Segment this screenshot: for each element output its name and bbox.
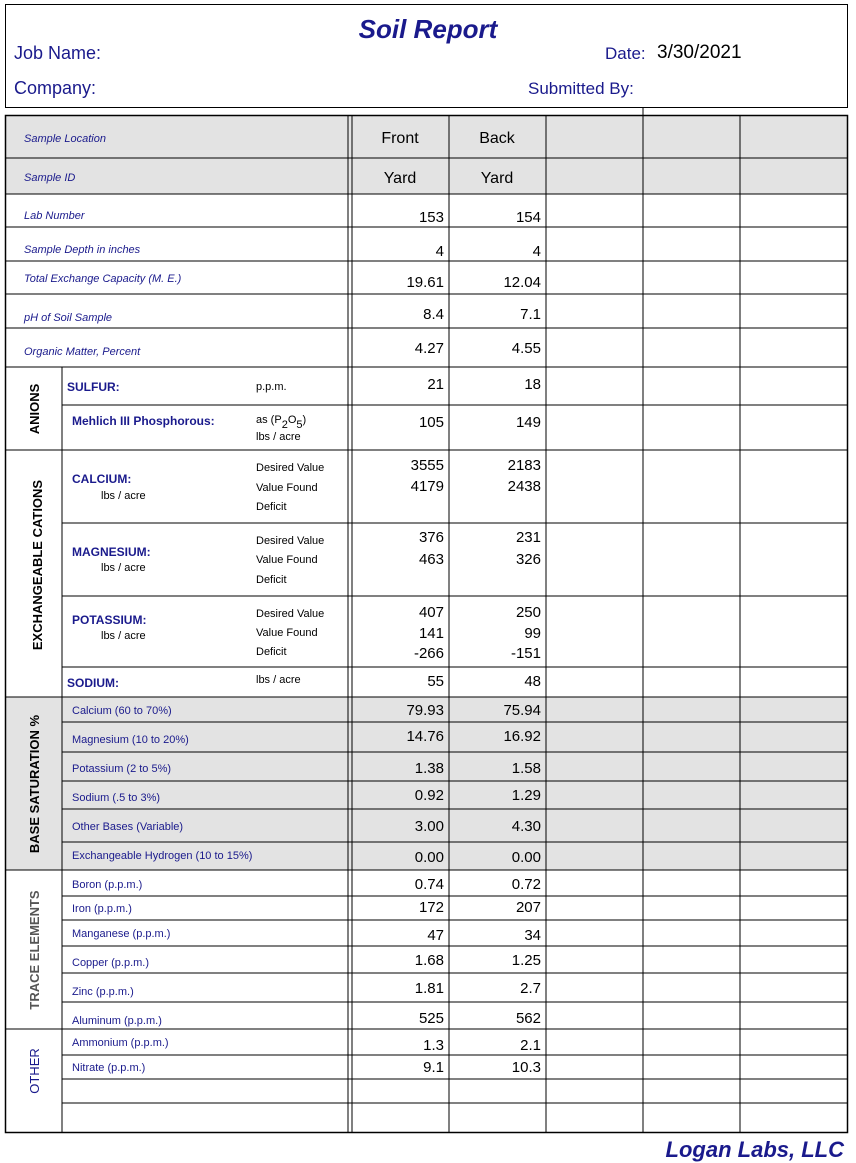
- calcium-label: CALCIUM:: [72, 472, 132, 486]
- trace-label: Copper (p.p.m.): [72, 957, 150, 969]
- calcium-deficit-label: Deficit: [256, 501, 287, 513]
- trace-v1: 172: [418, 899, 444, 916]
- organic-label: Organic Matter, Percent: [24, 346, 141, 358]
- calcium-found-v2: 2438: [507, 478, 541, 495]
- other-v1: 1.3: [423, 1037, 444, 1054]
- trace-label: Aluminum (p.p.m.): [72, 1015, 162, 1027]
- trace-v2: 562: [515, 1010, 541, 1027]
- job-name-label: Job Name:: [14, 43, 102, 63]
- col2-header-line1: Back: [479, 130, 515, 147]
- base-saturation-section-label: BASE SATURATION %: [27, 714, 42, 854]
- trace-v1: 1.68: [414, 952, 444, 969]
- base-sat-label: Potassium (2 to 5%): [72, 763, 172, 775]
- lab-number-v1: 153: [418, 209, 444, 226]
- base-sat-label: Calcium (60 to 70%): [72, 705, 172, 717]
- trace-label: Zinc (p.p.m.): [72, 986, 134, 998]
- base-sat-v1: 79.93: [406, 702, 444, 719]
- calcium-found-v1: 4179: [410, 478, 444, 495]
- sodium-unit: lbs / acre: [256, 674, 301, 686]
- trace-v2: 0.72: [511, 876, 541, 893]
- trace-v2: 2.7: [520, 980, 541, 997]
- trace-v2: 34: [524, 927, 541, 944]
- sample-depth-v2: 4: [532, 243, 541, 260]
- potassium-desired-v2: 250: [515, 604, 541, 621]
- trace-v2: 1.25: [511, 952, 541, 969]
- sodium-v2: 48: [524, 673, 541, 690]
- calcium-found-label: Value Found: [256, 482, 318, 494]
- phosphorous-label: Mehlich III Phosphorous:: [72, 414, 215, 428]
- cations-section-label: EXCHANGEABLE CATIONS: [30, 479, 45, 651]
- magnesium-deficit-label: Deficit: [256, 574, 287, 586]
- trace-label: Boron (p.p.m.): [72, 879, 143, 891]
- magnesium-found-label: Value Found: [256, 554, 318, 566]
- calcium-desired-label: Desired Value: [256, 462, 325, 474]
- calcium-desired-v1: 3555: [410, 457, 444, 474]
- trace-v1: 47: [427, 927, 444, 944]
- lab-number-label: Lab Number: [24, 210, 85, 222]
- magnesium-desired-v2: 231: [515, 529, 541, 546]
- magnesium-found-v2: 326: [515, 551, 541, 568]
- tec-v1: 19.61: [406, 274, 444, 291]
- other-v2: 10.3: [511, 1059, 541, 1076]
- other-section-label: OTHER: [27, 1048, 42, 1094]
- potassium-found-v1: 141: [418, 625, 444, 642]
- organic-v2: 4.55: [511, 340, 541, 357]
- company-label: Company:: [14, 78, 97, 98]
- calcium-desired-v2: 2183: [507, 457, 541, 474]
- lab-number-v2: 154: [515, 209, 541, 226]
- potassium-deficit-v1: -266: [413, 645, 444, 662]
- phosphorous-v1: 105: [418, 414, 444, 431]
- base-sat-v1: 3.00: [414, 818, 444, 835]
- base-sat-v1: 14.76: [406, 728, 444, 745]
- potassium-desired-label: Desired Value: [256, 608, 325, 620]
- base-sat-label: Exchangeable Hydrogen (10 to 15%): [72, 850, 253, 862]
- base-sat-v2: 16.92: [503, 728, 541, 745]
- base-sat-label: Other Bases (Variable): [72, 821, 184, 833]
- phosphorous-v2: 149: [515, 414, 541, 431]
- base-sat-label: Magnesium (10 to 20%): [72, 734, 189, 746]
- other-v1: 9.1: [423, 1059, 444, 1076]
- other-v2: 2.1: [520, 1037, 541, 1054]
- col1-header-line1: Front: [381, 130, 419, 147]
- trace-v1: 525: [418, 1010, 444, 1027]
- magnesium-desired-label: Desired Value: [256, 535, 325, 547]
- base-sat-label: Sodium (.5 to 3%): [72, 792, 161, 804]
- other-label: Ammonium (p.p.m.): [72, 1037, 169, 1049]
- tec-label: Total Exchange Capacity (M. E.): [24, 273, 182, 285]
- ph-v2: 7.1: [520, 306, 541, 323]
- sample-depth-v1: 4: [435, 243, 444, 260]
- magnesium-found-v1: 463: [418, 551, 444, 568]
- submitted-by-label: Submitted By:: [528, 79, 634, 98]
- sample-depth-label: Sample Depth in inches: [24, 244, 141, 256]
- trace-label: Iron (p.p.m.): [72, 903, 132, 915]
- sulfur-v1: 21: [427, 376, 444, 393]
- trace-label: Manganese (p.p.m.): [72, 928, 171, 940]
- base-sat-v1: 1.38: [414, 760, 444, 777]
- magnesium-desired-v1: 376: [418, 529, 444, 546]
- sample-id-label: Sample ID: [24, 172, 76, 184]
- phosphorous-unit: as (P2O5): [256, 414, 307, 431]
- organic-v1: 4.27: [414, 340, 444, 357]
- page-title: Soil Report: [358, 14, 498, 44]
- trace-elements-section-label: TRACE ELEMENTS: [27, 890, 42, 1010]
- sample-location-label: Sample Location: [24, 133, 106, 145]
- base-sat-v2: 1.58: [511, 760, 541, 777]
- base-sat-v2: 1.29: [511, 787, 541, 804]
- sulfur-unit: p.p.m.: [256, 381, 287, 393]
- potassium-label: POTASSIUM:: [72, 613, 147, 627]
- magnesium-unit: lbs / acre: [101, 562, 146, 574]
- company-footer: Logan Labs, LLC: [665, 1137, 844, 1162]
- ph-v1: 8.4: [423, 306, 444, 323]
- base-sat-v2: 75.94: [503, 702, 541, 719]
- potassium-unit: lbs / acre: [101, 630, 146, 642]
- date-value: 3/30/2021: [657, 42, 742, 63]
- magnesium-label: MAGNESIUM:: [72, 545, 151, 559]
- date-label: Date:: [605, 44, 646, 63]
- potassium-found-v2: 99: [524, 625, 541, 642]
- ph-label: pH of Soil Sample: [24, 312, 113, 324]
- col1-header-line2: Yard: [383, 170, 417, 187]
- base-sat-v2: 4.30: [511, 818, 541, 835]
- potassium-found-label: Value Found: [256, 627, 318, 639]
- other-label: Nitrate (p.p.m.): [72, 1062, 146, 1074]
- tec-v2: 12.04: [503, 274, 541, 291]
- sodium-v1: 55: [427, 673, 444, 690]
- base-sat-v1: 0.92: [414, 787, 444, 804]
- sodium-label: SODIUM:: [67, 676, 119, 690]
- trace-v1: 1.81: [414, 980, 444, 997]
- base-sat-v2: 0.00: [511, 849, 541, 866]
- potassium-deficit-v2: -151: [510, 645, 541, 662]
- potassium-desired-v1: 407: [418, 604, 444, 621]
- col2-header-line2: Yard: [480, 170, 514, 187]
- sulfur-v2: 18: [524, 376, 541, 393]
- base-sat-v1: 0.00: [414, 849, 444, 866]
- anions-section-label: ANIONS: [27, 383, 42, 435]
- calcium-unit: lbs / acre: [101, 490, 146, 502]
- trace-v1: 0.74: [414, 876, 444, 893]
- sulfur-label: SULFUR:: [67, 380, 120, 394]
- potassium-deficit-label: Deficit: [256, 646, 287, 658]
- trace-v2: 207: [515, 899, 541, 916]
- phosphorous-unit2: lbs / acre: [256, 431, 301, 443]
